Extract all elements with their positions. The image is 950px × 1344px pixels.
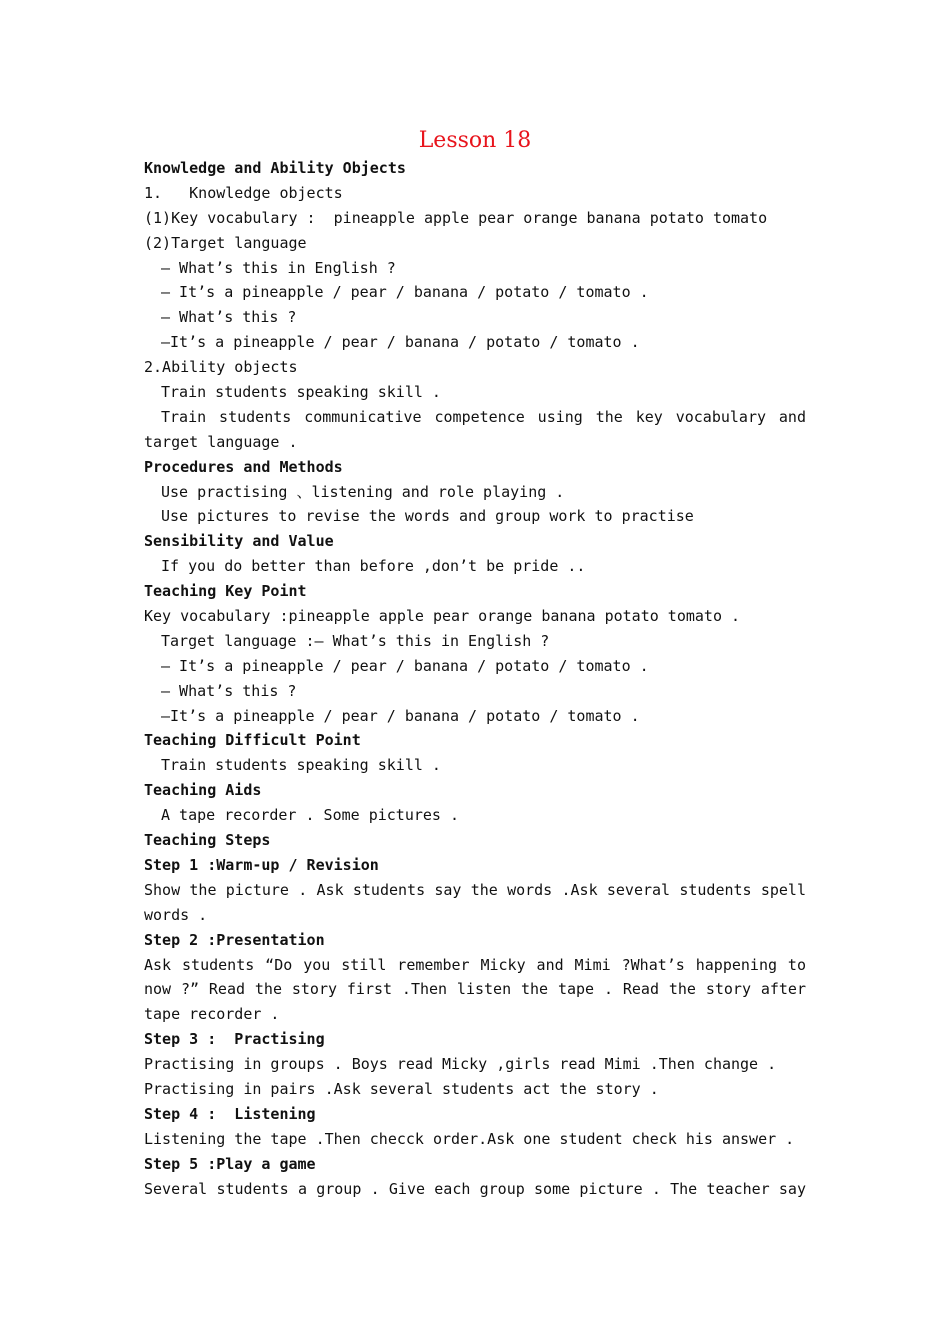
text-line: Target language :— What’s this in English ? [161, 631, 550, 650]
text-line: — What’s this ? [161, 681, 297, 700]
heading-step-2: Step 2 :Presentation [144, 930, 325, 949]
text-line: — What’s this in English ? [161, 258, 396, 277]
text-line: — What’s this ? [161, 308, 297, 327]
text-line: (2)Target language [144, 233, 307, 252]
text-line: words . [144, 905, 208, 924]
text-line: — It’s a pineapple / pear / banana / potato / tomato . [161, 283, 649, 302]
text-line: Ask students “Do you still remember Micky and Mimi ?What’s happening to [144, 955, 806, 974]
heading-teaching-steps: Teaching Steps [144, 831, 271, 850]
text-line: 1. Knowledge objects [144, 183, 343, 202]
text-line: A tape recorder . Some pictures . [161, 806, 460, 825]
lesson-plan-body [144, 156, 806, 1201]
heading-procedures-methods: Procedures and Methods [144, 457, 343, 476]
text-line: Listening the tape .Then checck order.Ask one student check his answer . [144, 1129, 795, 1148]
heading-step-3: Step 3 : Practising [144, 1030, 325, 1049]
text-line: Use practising 、listening and role playing . [161, 482, 565, 501]
heading-teaching-key-point: Teaching Key Point [144, 582, 307, 601]
heading-knowledge-ability-objects: Knowledge and Ability Objects [144, 159, 406, 177]
text-line: Several students a group . Give each group some picture . The teacher say [144, 1179, 806, 1198]
text-line: —It’s a pineapple / pear / banana / potato / tomato . [161, 706, 640, 725]
text-line: Practising in groups . Boys read Micky ,girls read Mimi .Then change . [144, 1055, 777, 1074]
heading-sensibility-value: Sensibility and Value [144, 532, 334, 551]
text-line: Train students communicative competence using the key vocabulary and [161, 407, 806, 426]
lesson-title: Lesson 18 [418, 128, 532, 153]
text-line: target language . [144, 432, 298, 451]
heading-step-4: Step 4 : Listening [144, 1104, 316, 1123]
text-line: tape recorder . [144, 1005, 280, 1024]
text-line: Train students speaking skill . [161, 383, 441, 402]
text-line: now ?” Read the story first .Then listen the tape . Read the story after [144, 980, 806, 999]
text-line: Key vocabulary :pineapple apple pear orange banana potato tomato . [144, 607, 741, 626]
heading-step-1: Step 1 :Warm-up / Revision [144, 855, 379, 874]
text-line: Practising in pairs .Ask several students act the story . [144, 1079, 659, 1098]
text-line: Show the picture . Ask students say the words .Ask several students spell [144, 880, 806, 899]
text-line: — It’s a pineapple / pear / banana / potato / tomato . [161, 656, 649, 675]
text-line: 2.Ability objects [144, 358, 298, 377]
heading-teaching-aids: Teaching Aids [144, 781, 262, 800]
text-line: (1)Key vocabulary : pineapple apple pear orange banana potato tomato [144, 208, 768, 227]
text-line: —It’s a pineapple / pear / banana / potato / tomato . [161, 333, 640, 352]
text-line: Use pictures to revise the words and group work to practise [161, 507, 694, 526]
text-line: If you do better than before ,don’t be pride .. [161, 557, 586, 576]
heading-teaching-difficult-point: Teaching Difficult Point [144, 731, 361, 750]
text-line: Train students speaking skill . [161, 756, 441, 775]
heading-step-5: Step 5 :Play a game [144, 1154, 316, 1173]
